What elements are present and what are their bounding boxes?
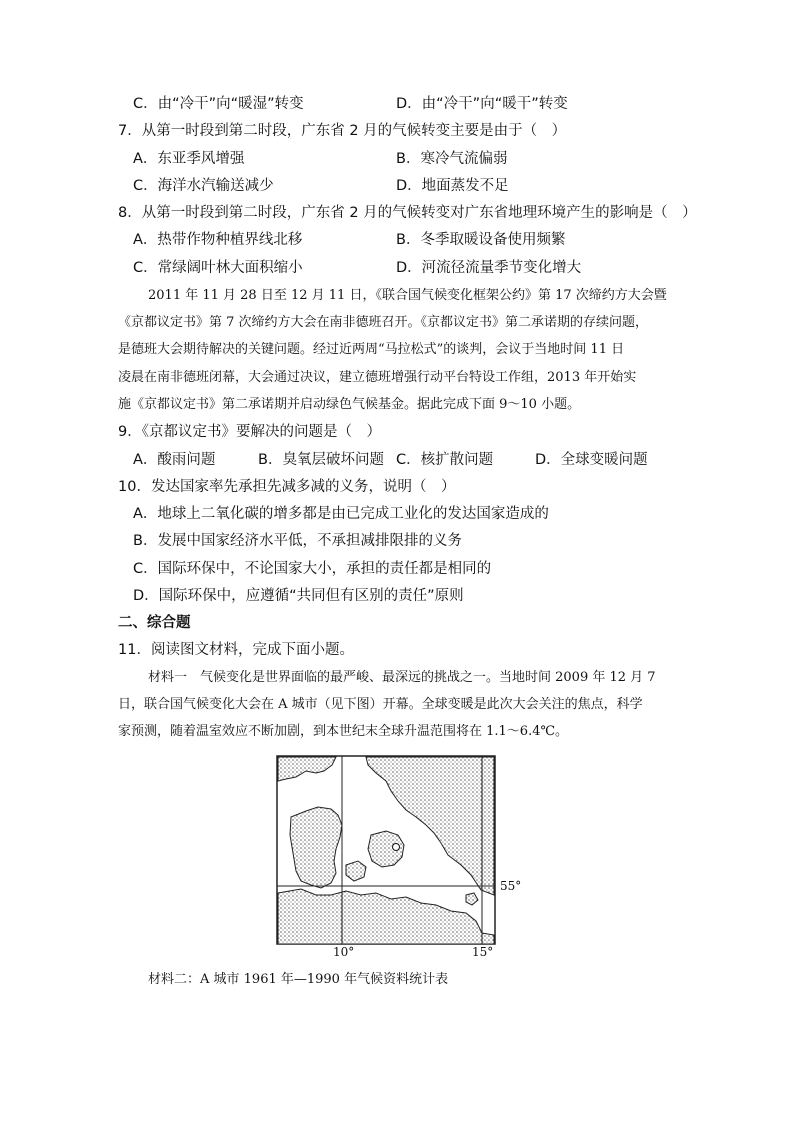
q10-option-b: B．发展中国家经济水平低，不承担减排限排的义务 bbox=[133, 533, 462, 549]
q8-option-d: D．河流径流量季节变化增大 bbox=[396, 260, 582, 276]
material2-caption: 材料二：A 城市 1961 年—1990 年气候资料统计表 bbox=[148, 972, 449, 987]
q8-option-a: A．热带作物种植界线北移 bbox=[133, 232, 303, 248]
city-a-marker bbox=[393, 844, 400, 851]
denmark-region-map bbox=[276, 755, 496, 945]
q8-option-c: C．常绿阔叶林大面积缩小 bbox=[133, 260, 303, 276]
q7-option-d: D．地面蒸发不足 bbox=[396, 178, 509, 194]
q8-option-b: B．冬季取暖设备使用频繁 bbox=[396, 232, 566, 248]
passage-line: 《京都议定书》第 7 次缔约方大会在南非德班召开。《京都议定书》第二承诺期的存续问题， bbox=[118, 315, 649, 330]
q9-option-a: A．酸雨问题 bbox=[133, 452, 216, 468]
q9-stem: 9．《京都议定书》要解决的问题是（ ） bbox=[118, 424, 381, 440]
passage-line: 是德班大会期待解决的关键问题。经过近两周“马拉松式”的谈判，会议于当地时间 11 日 bbox=[118, 342, 625, 357]
lon-label-10: 10° bbox=[333, 945, 355, 959]
q7-option-a: A．东亚季风增强 bbox=[133, 151, 245, 167]
q6-option-d: D．由“冷干”向“暖干”转变 bbox=[396, 96, 568, 112]
lat-label-55: 55° bbox=[500, 879, 522, 893]
q9-option-d: D．全球变暖问题 bbox=[535, 452, 648, 468]
material1-line: 家预测，随着温室效应不断加剧，到本世纪末全球升温范围将在 1.1～6.4℃。 bbox=[118, 724, 569, 739]
q10-option-d: D．国际环保中，应遵循“共同但有区别的责任”原则 bbox=[133, 588, 464, 604]
q7-option-b: B．寒冷气流偏弱 bbox=[396, 151, 508, 167]
section-heading: 二、综合题 bbox=[118, 615, 191, 631]
q10-option-c: C．国际环保中，不论国家大小，承担的责任都是相同的 bbox=[133, 561, 492, 577]
passage-line: 2011 年 11 月 28 日至 12 月 11 日，《联合国气候变化框架公约》第 17 次缔约方大会暨 bbox=[148, 288, 667, 303]
q9-option-c: C．核扩散问题 bbox=[396, 452, 494, 468]
q7-stem: 7．从第一时段到第二时段，广东省 2 月的气候转变主要是由于（ ） bbox=[118, 123, 567, 139]
material1-line: 材料一 气候变化是世界面临的最严峻、最深远的挑战之一。当地时间 2009 年 12 月 7 bbox=[148, 670, 656, 685]
q6-option-c: C．由“冷干”向“暖湿”转变 bbox=[133, 96, 304, 112]
q10-stem: 10．发达国家率先承担先减多减的义务，说明（ ） bbox=[118, 479, 456, 495]
passage-line: 凌晨在南非德班闭幕，大会通过决议，建立德班增强行动平台特设工作组，2013 年开始实 bbox=[118, 370, 637, 385]
material1-line: 日，联合国气候变化大会在 A 城市（见下图）开幕。全球变暖是此次大会关注的焦点，科学 bbox=[118, 697, 643, 712]
q9-option-b: B．臭氧层破坏问题 bbox=[258, 452, 384, 468]
q8-stem: 8．从第一时段到第二时段，广东省 2 月的气候转变对广东省地理环境产生的影响是（ ） bbox=[118, 205, 697, 221]
q7-option-c: C．海洋水汽输送减少 bbox=[133, 178, 274, 194]
passage-line: 施《京都议定书》第二承诺期并启动绿色气候基金。据此完成下面 9～10 小题。 bbox=[118, 397, 581, 412]
q11-stem: 11．阅读图文材料，完成下面小题。 bbox=[118, 642, 354, 658]
q10-option-a: A．地球上二氧化碳的增多都是由已完成工业化的发达国家造成的 bbox=[133, 506, 549, 522]
lon-label-15: 15° bbox=[472, 945, 494, 959]
map-graphic bbox=[276, 755, 496, 945]
